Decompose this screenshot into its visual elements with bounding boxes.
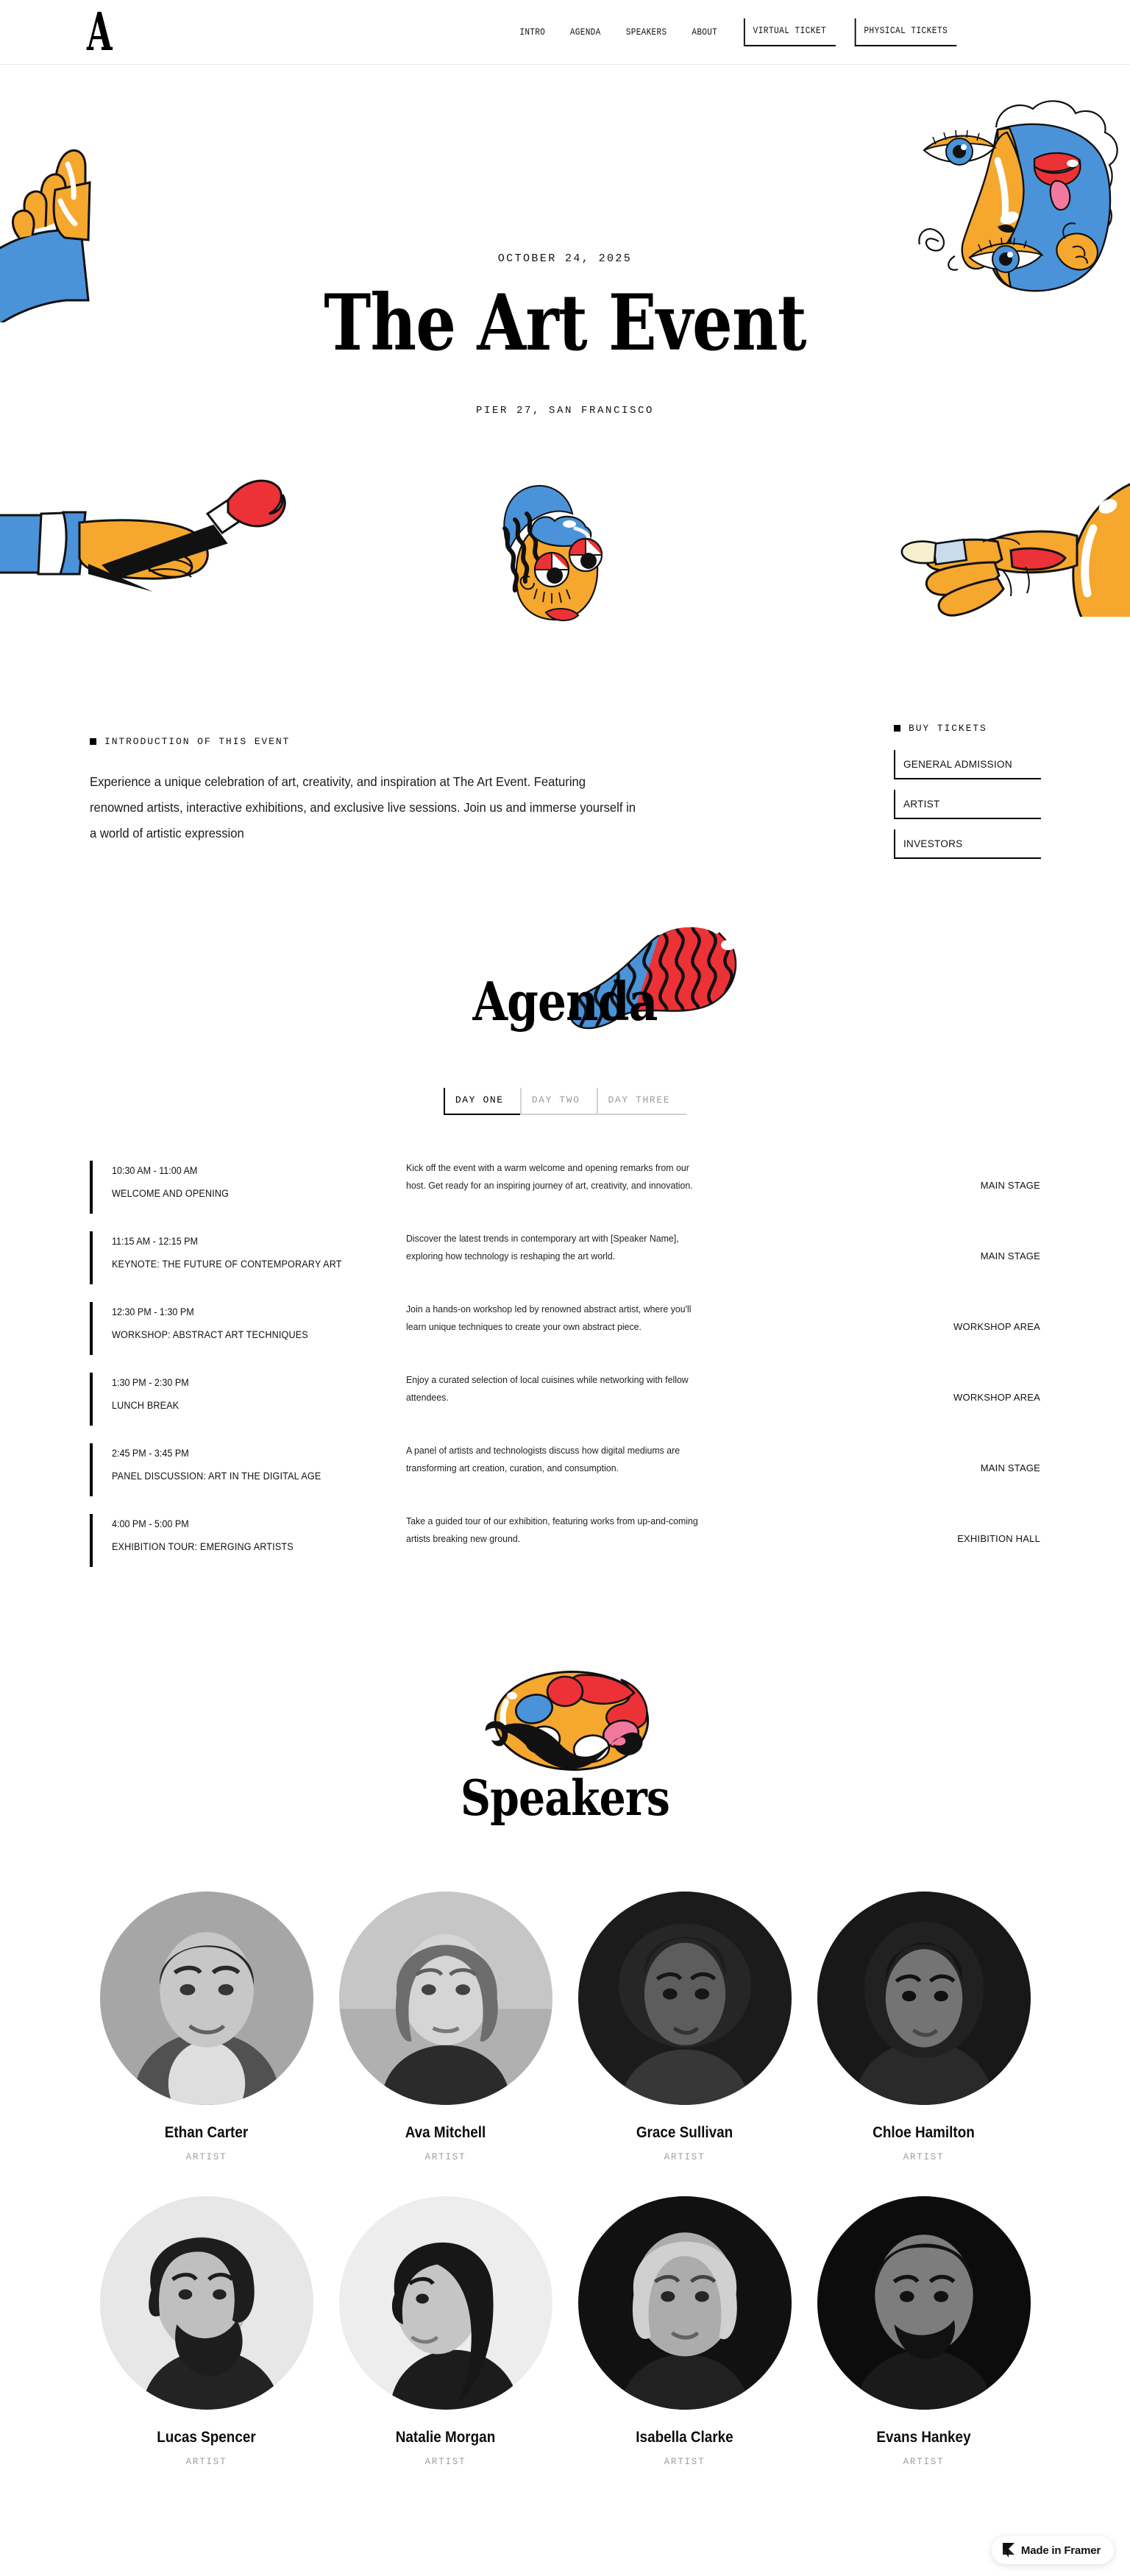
row-location: MAIN STAGE [980,1462,1040,1473]
row-location: WORKSHOP AREA [953,1321,1040,1332]
agenda-heading-block [0,905,1130,1052]
row-time-title [90,1512,406,1552]
row-title: WELCOME AND OPENING [112,1188,230,1199]
speaker-card[interactable] [326,1892,565,2162]
speaker-avatar [817,1892,1031,2105]
speaker-name: Grace Sullivan [636,2124,733,2141]
speaker-card[interactable] [565,1892,804,2162]
agenda-row[interactable] [0,1442,1130,1495]
tab-day-two[interactable]: DAY TWO [520,1088,597,1115]
speaker-name: Natalie Morgan [395,2429,496,2446]
square-bullet-icon [894,725,900,732]
tab-day-three[interactable]: DAY THREE [597,1088,687,1115]
nav-link-about[interactable]: ABOUT [692,27,718,38]
speaker-role: ARTIST [664,2457,706,2467]
agenda-section [0,905,1130,1552]
hand-with-paintbrush-illustration-left [0,455,302,624]
speaker-card[interactable] [804,1892,1043,2162]
row-time-title [90,1371,406,1411]
abstract-face-illustration-right [887,87,1130,308]
agenda-row[interactable] [0,1371,1130,1424]
row-title: PANEL DISCUSSION: ART IN THE DIGITAL AGE [112,1471,321,1482]
agenda-heading: Agenda [472,970,658,1033]
virtual-ticket-button[interactable]: VIRTUAL TICKET [744,18,836,46]
speaker-name: Evans Hankey [876,2429,971,2446]
hero-section [0,65,1130,676]
speaker-name: Ava Mitchell [405,2124,486,2141]
nav-link-speakers[interactable]: SPEAKERS [625,27,667,38]
nav-link-agenda[interactable]: AGENDA [569,27,601,38]
row-time: 12:30 PM - 1:30 PM [112,1306,194,1317]
row-location: WORKSHOP AREA [953,1392,1040,1403]
row-time: 1:30 PM - 2:30 PM [112,1377,189,1388]
speaker-card[interactable] [326,2196,565,2467]
speaker-avatar [100,2196,313,2410]
row-description: Join a hands-on workshop led by renowned abstract artist, where you'll learn unique techniques to create your own abstract piece. [406,1303,692,1333]
speaker-card[interactable] [804,2196,1043,2467]
speaker-name: Chloe Hamilton [873,2124,975,2141]
row-time-title [90,1301,406,1340]
speaker-name: Ethan Carter [164,2124,249,2141]
speaker-avatar [339,1892,552,2105]
agenda-row[interactable] [0,1230,1130,1283]
row-time-title [90,1159,406,1199]
row-accent-bar [90,1161,93,1214]
nav-links [508,0,963,65]
face-with-beret-illustration-center [463,462,625,639]
speakers-section [0,1656,1130,2467]
speaker-role: ARTIST [664,2152,706,2162]
intro-label-text: INTRODUCTION OF THIS EVENT [104,736,291,747]
orange-arm-with-brush-illustration-right [873,433,1130,617]
speaker-role: ARTIST [424,2457,466,2467]
framer-logo-icon [1003,2543,1014,2558]
row-accent-bar [90,1231,93,1284]
speaker-role: ARTIST [424,2152,466,2162]
ticket-option-general-admission[interactable]: GENERAL ADMISSION [894,750,1041,779]
row-title: LUNCH BREAK [112,1400,180,1411]
speaker-avatar [578,1892,792,2105]
agenda-row[interactable] [0,1512,1130,1565]
agenda-row[interactable] [0,1301,1130,1354]
speaker-role: ARTIST [903,2457,945,2467]
row-description: A panel of artists and technologists discuss how digital mediums are transforming art creation, curation, and consumption. [406,1445,681,1474]
page-title: The Art Event [324,277,806,368]
speaker-name: Isabella Clarke [636,2429,733,2446]
speaker-avatar [100,1892,313,2105]
row-title: KEYNOTE: THE FUTURE OF CONTEMPORARY ART [112,1259,342,1270]
row-time: 10:30 AM - 11:00 AM [112,1165,198,1176]
nav-link-intro[interactable]: INTRO [519,27,546,38]
speaker-role: ARTIST [903,2152,945,2162]
row-description: Enjoy a curated selection of local cuisines while networking with fellow attendees. [406,1374,689,1404]
row-time-title [90,1442,406,1482]
row-title: EXHIBITION TOUR: EMERGING ARTISTS [112,1541,294,1552]
speaker-avatar [339,2196,552,2410]
hero-location: PIER 27, SAN FRANCISCO [475,405,655,417]
row-accent-bar [90,1514,93,1567]
tickets-section-label [894,723,1041,734]
row-description: Kick off the event with a warm welcome and opening remarks from our host. Get ready for an inspiring journey of art, creativity, and innovation. [406,1162,693,1192]
intro-body-text: Experience a unique celebration of art, creativity, and inspiration at The Art Event. Featuring renowned artists, interactive exhibitions, and exclusive live sessions. Join us and immerse yourself in a world of artistic expression [90,774,636,841]
speakers-grid [87,1892,1043,2467]
speaker-card[interactable] [87,1892,326,2162]
speakers-heading-block [0,1656,1130,1840]
tickets-label-text: BUY TICKETS [909,723,987,734]
speaker-avatar [578,2196,792,2410]
ticket-option-investors[interactable]: INVESTORS [894,829,1041,859]
speaker-name: Lucas Spencer [157,2429,256,2446]
agenda-row[interactable] [0,1159,1130,1212]
site-logo[interactable]: A [87,1,112,63]
row-location: MAIN STAGE [980,1250,1040,1262]
row-accent-bar [90,1302,93,1355]
speaker-card[interactable] [87,2196,326,2467]
speaker-avatar [817,2196,1031,2410]
row-time: 4:00 PM - 5:00 PM [112,1518,189,1529]
square-bullet-icon [90,738,96,745]
physical-tickets-button[interactable]: PHYSICAL TICKETS [855,18,957,46]
speakers-heading: Speakers [461,1769,669,1827]
intro-section-label [90,736,678,747]
intro-left-column [90,736,678,846]
buy-tickets-panel [894,723,1041,869]
ticket-options-list [894,750,1041,859]
ticket-option-artist[interactable]: ARTIST [894,790,1041,819]
hero-date: OCTOBER 24, 2025 [497,252,633,265]
tab-day-one[interactable]: DAY ONE [444,1088,520,1115]
made-in-framer-badge[interactable] [992,2536,1114,2564]
speaker-role: ARTIST [185,2457,227,2467]
speaker-card[interactable] [565,2196,804,2467]
row-description: Take a guided tour of our exhibition, featuring works from up-and-coming artists breaking new ground. [406,1515,698,1545]
row-time: 2:45 PM - 3:45 PM [112,1448,189,1459]
row-title: WORKSHOP: ABSTRACT ART TECHNIQUES [112,1329,308,1340]
row-time-title [90,1230,406,1270]
row-location: MAIN STAGE [980,1180,1040,1191]
speaker-role: ARTIST [185,2152,227,2162]
row-location: EXHIBITION HALL [957,1533,1040,1544]
agenda-rows [0,1159,1130,1583]
top-navigation [0,0,1130,65]
agenda-day-tabs [0,1088,1130,1115]
row-accent-bar [90,1373,93,1426]
row-time: 11:15 AM - 12:15 PM [112,1236,199,1247]
framer-badge-label: Made in Framer [1020,2544,1101,2557]
row-accent-bar [90,1443,93,1496]
row-description: Discover the latest trends in contemporary art with [Speaker Name], exploring how technology is reshaping the art world. [406,1233,679,1262]
